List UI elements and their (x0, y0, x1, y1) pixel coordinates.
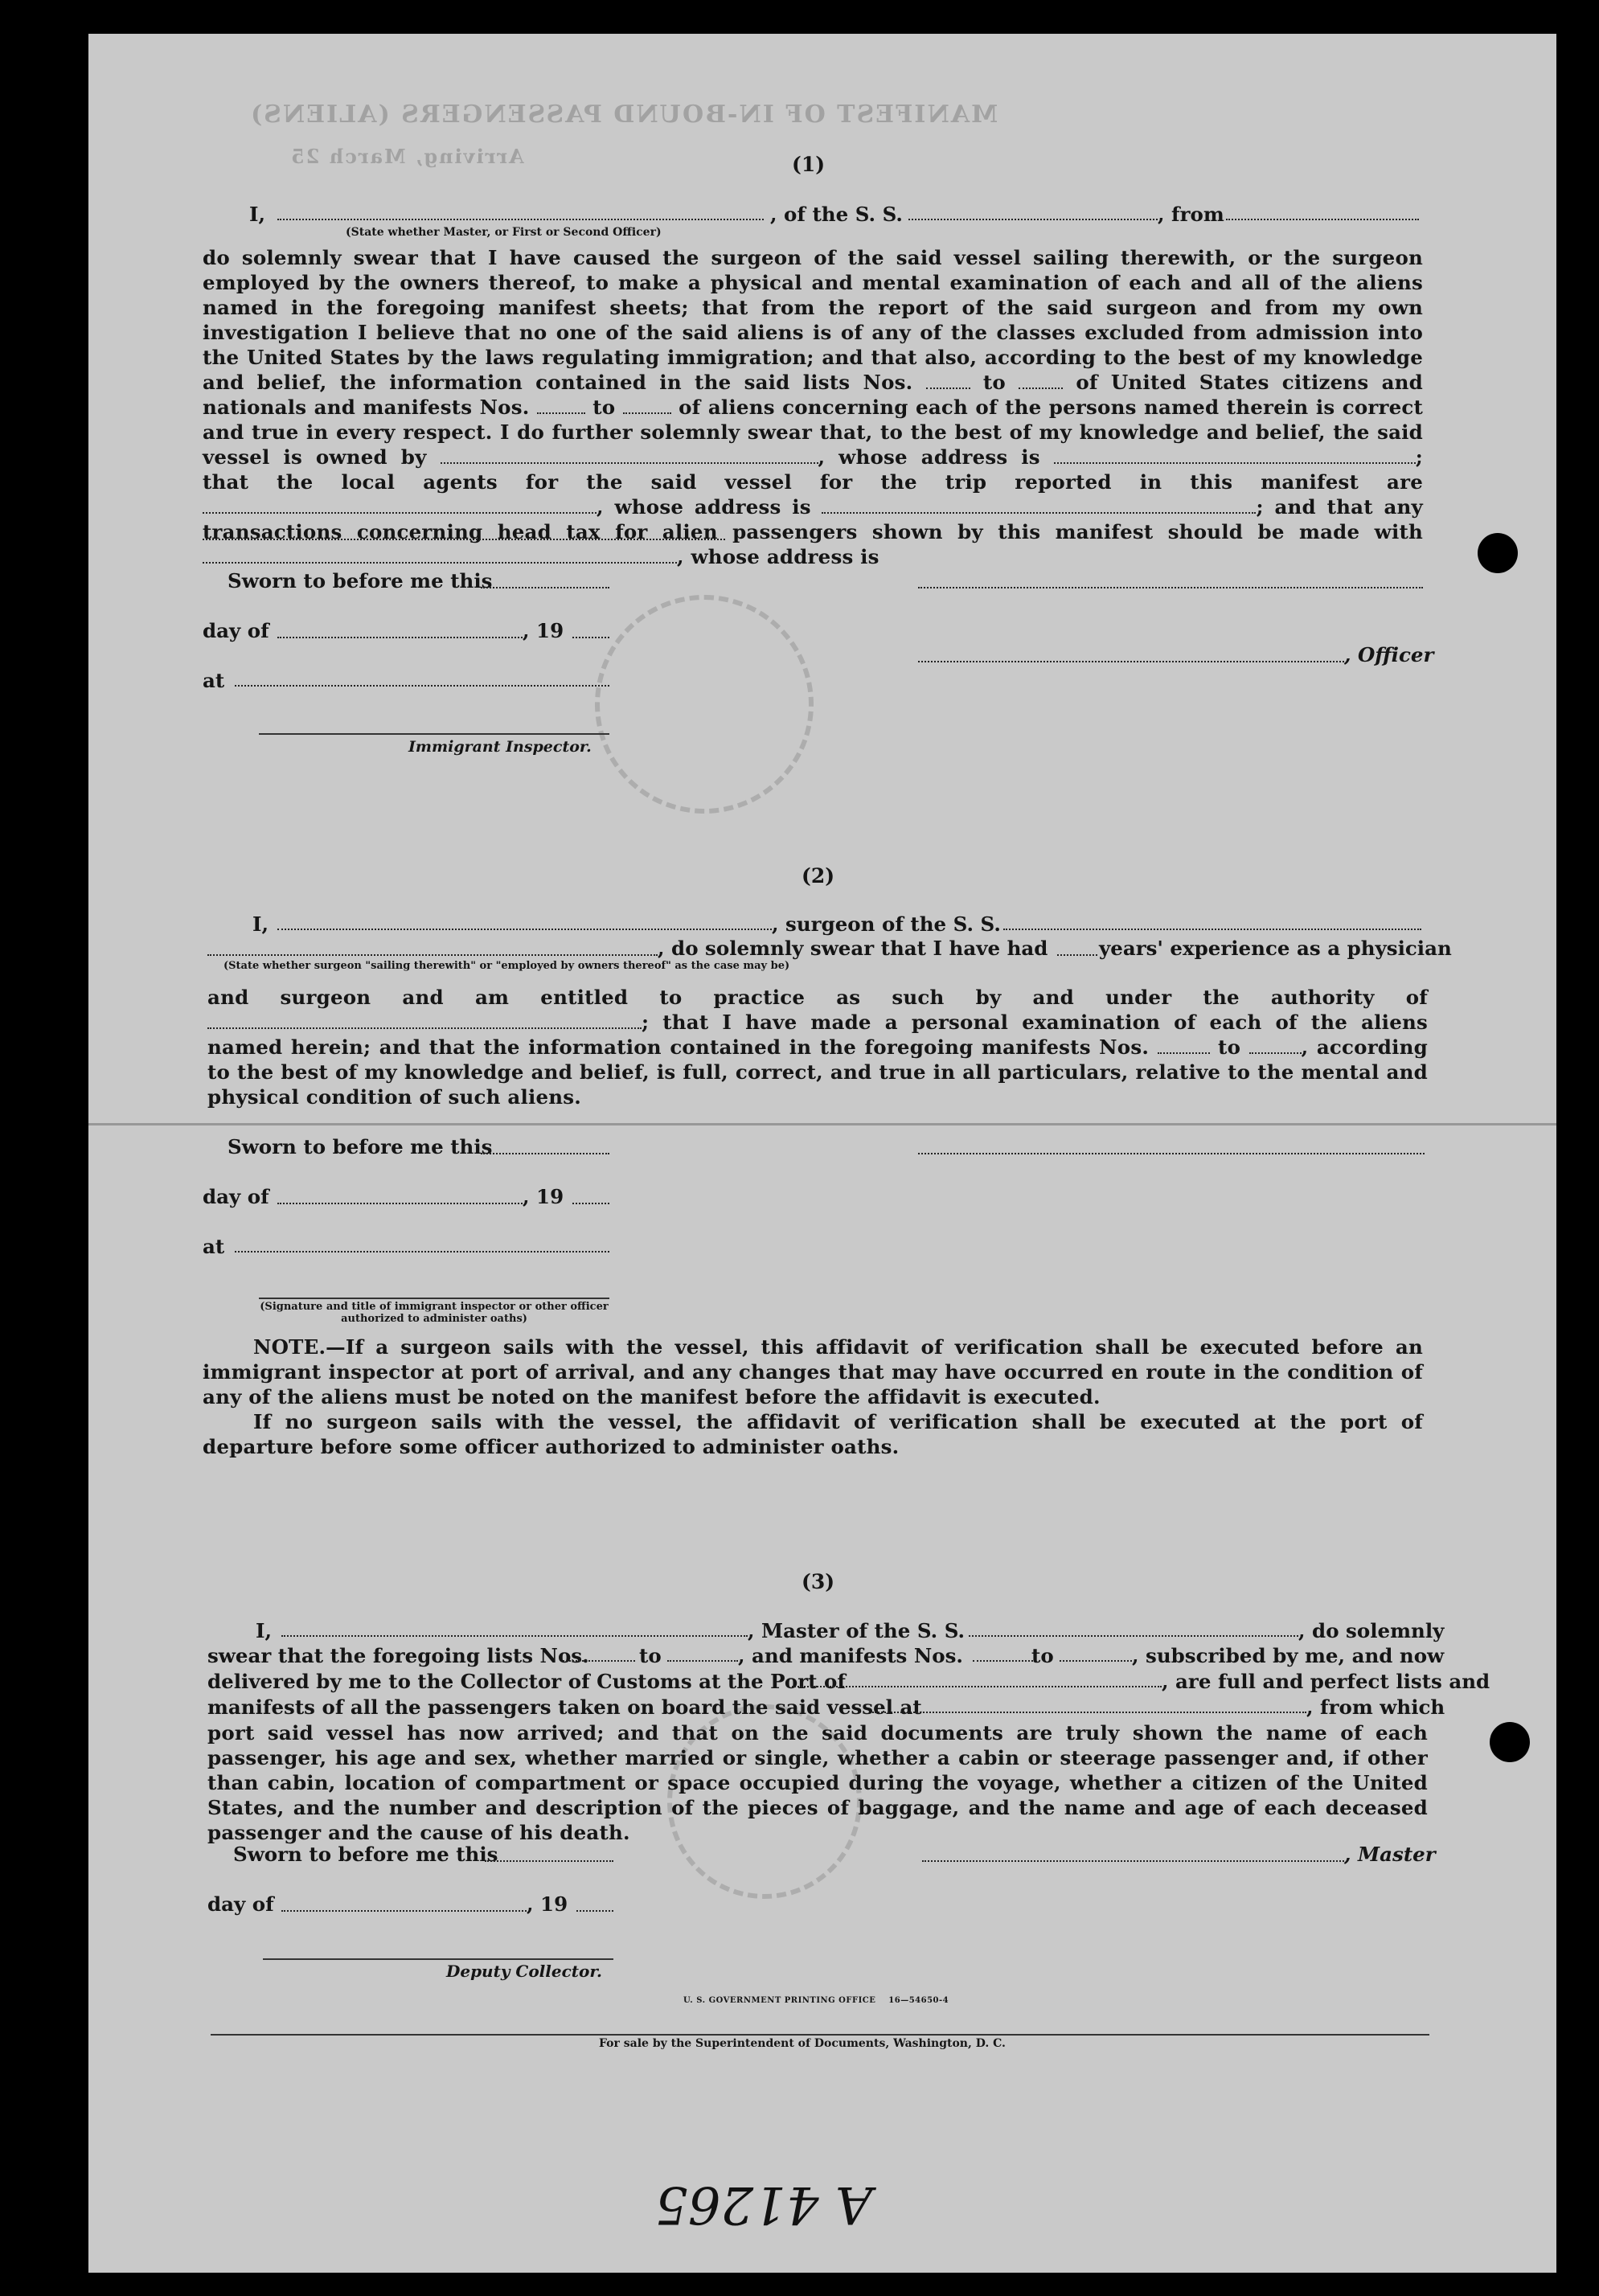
officer-name-field[interactable] (277, 219, 764, 220)
surgeon-name-field[interactable] (277, 929, 772, 930)
head-tax-party-field[interactable] (203, 544, 677, 564)
sale-notice: For sale by the Superintendent of Documents, Washington, D. C. (599, 2037, 1006, 2050)
swear-lists-label: swear that the foregoing lists Nos. (207, 1644, 589, 1667)
embarkation-port-field[interactable] (872, 1712, 1306, 1713)
month-field[interactable] (277, 1203, 523, 1204)
vessel-name-field[interactable] (908, 219, 1158, 220)
master-vessel-field[interactable] (969, 1635, 1298, 1637)
note-paragraph-2 (203, 1409, 1423, 1459)
section-2-number: (2) (802, 864, 835, 888)
master-label: , Master (1344, 1843, 1436, 1866)
day-of-label: day of (203, 619, 269, 642)
deputy-collector-signature-line[interactable] (263, 1958, 613, 1960)
surgeon-of-label: , surgeon of the S. S. (772, 912, 1001, 936)
to-label: to (1031, 1644, 1054, 1667)
years-field[interactable] (1057, 954, 1097, 956)
lists-from-field[interactable] (926, 370, 970, 389)
subscribed-label: , subscribed by me, and now (1132, 1644, 1445, 1667)
note-text-1: —If a surgeon sails with the vessel, this affidavit of verification shall be executed before an immigrant inspector at port of arrival, and any changes that may have occurred en route in the condition of any of the aliens must be noted on the manifest before the affidavit is executed. (203, 1335, 1423, 1408)
sworn-label: Sworn to before me this (228, 569, 493, 592)
punch-hole (1478, 533, 1518, 573)
local-agents-label: that the local agents for the said vessel for the trip reported in this manifest are (203, 470, 1423, 494)
lists-to-field[interactable] (667, 1660, 738, 1662)
and-manifests-label: , and manifests Nos. (738, 1644, 963, 1667)
day-of-label: day of (207, 1892, 274, 1916)
section-1-body-a: do solemnly swear that I have caused the surgeon of the said vessel sailing therewith, or the surgeon employed by the owners thereof, to make a physical and mental examination of each and all of the aliens named in the foregoing manifest sheets; that from the report of the said surgeon and from my own investigation I believe that no one of the said aliens is of any of the classes excluded from admission into the United States by the laws regulating immigration; and that also, according to the best of my knowledge and belief, the information contained in the said lists Nos. (203, 246, 1423, 394)
sworn-label: Sworn to before me this (228, 1135, 493, 1158)
manifests-from-field[interactable] (1158, 1035, 1210, 1054)
head-tax-text: ; and that any transactions concerning head tax for alien passengers shown by this manifest should be made with (203, 495, 1423, 543)
inspector-signature-line[interactable] (259, 1298, 609, 1299)
year-label: , 19 (523, 1185, 564, 1208)
authority-label: and surgeon and am entitled to practice as such by and under the authority of (207, 986, 1428, 1009)
year-field[interactable] (572, 637, 609, 638)
footer-rule (211, 2034, 1429, 2036)
officer-signature-field[interactable] (918, 587, 1423, 588)
from-which-label: , from which (1306, 1695, 1445, 1719)
fold-crease (88, 1123, 1556, 1125)
section-1-number: (1) (792, 153, 826, 176)
to-label: to (592, 396, 616, 419)
ghost-header-line2: Arriving, March 25 (289, 145, 524, 168)
manifests-from-field[interactable] (973, 1660, 1033, 1662)
sworn-day-field[interactable] (485, 1860, 613, 1862)
section-3-number: (3) (802, 1570, 835, 1593)
handwritten-number: A 41265 (655, 2175, 873, 2234)
at-place-field[interactable] (235, 1251, 609, 1253)
lists-from-field[interactable] (563, 1660, 635, 1662)
section-2-body-a: that I have made a personal examination of each of the aliens named herein; and that the information contained in the foregoing manifests Nos. (207, 1011, 1428, 1059)
immigrant-inspector-label: Immigrant Inspector. (408, 738, 592, 756)
section-2-i-label: I, (252, 912, 269, 936)
sworn-label: Sworn to before me this (233, 1843, 498, 1866)
master-of-label: , Master of the S. S. (748, 1619, 966, 1642)
section-2-body: and surgeon and am entitled to practice as such by and under the authority of ; that I have made a personal examination of each of the aliens named herein; and that the information contained in the foregoing manifests Nos. to , according to the best of my knowledge and belief, is full, correct, and true in all particulars, relative to the mental and physical condition of such aliens. (207, 986, 1428, 1109)
sworn-day-field[interactable] (481, 1153, 609, 1154)
full-perfect-label: , are full and perfect lists and (1162, 1670, 1490, 1693)
manifests-to-field[interactable] (623, 395, 671, 414)
punch-hole (1490, 1722, 1530, 1762)
to-label: to (639, 1644, 662, 1667)
year-field[interactable] (576, 1910, 613, 1912)
officer-label: , Officer (1344, 643, 1434, 666)
owner-address-field[interactable] (1054, 445, 1416, 464)
from-port-field[interactable] (1226, 219, 1419, 220)
section-1-i-label: I, (249, 203, 265, 226)
manifests-to-field[interactable] (1060, 1660, 1132, 1662)
day-of-label: day of (203, 1185, 269, 1208)
year-label: , 19 (523, 619, 564, 642)
to-label: to (982, 371, 1006, 394)
year-field[interactable] (572, 1203, 609, 1204)
inspector-signature-line[interactable] (259, 733, 609, 735)
head-tax-address-field[interactable] (203, 539, 725, 540)
lists-to-field[interactable] (1019, 370, 1063, 389)
month-field[interactable] (277, 637, 523, 638)
from-label: , from (1158, 203, 1224, 226)
section-1-body: do solemnly swear that I have caused the surgeon of the said vessel sailing therewith, or the surgeon employed by the owners thereof, to make a physical and mental examination of each and all of the aliens named in the foregoing manifest sheets; that from the report of the said surgeon and from my own investigation I believe that no one of the said aliens is of any of the classes excluded from admission into the United States by the laws regulating immigration; and that also, according to the best of my knowledge and belief, the information contained in the said lists Nos. to of United States citizens and nationals and manifests Nos. to of aliens concerning each of the persons named therein is correct and true in every respect. I do further solemnly swear that, to the best of my knowledge and belief, the said vessel is owned by , whose address is ; that the local agents for the said vessel for the trip reported in this manifest are , whose address is ; and that any transactions concerning head tax for alien passengers shown by this manifest should be made with , whose address is (203, 246, 1424, 568)
at-place-field[interactable] (235, 685, 609, 687)
delivered-label: delivered by me to the Collector of Customs at the Port of (207, 1670, 846, 1693)
ghost-header-line1: MANIFEST OF IN-BOUND PASSENGERS (ALIENS) (249, 100, 998, 129)
signature-title-note: (Signature and title of immigrant inspector or other officer authorized to administer oaths) (260, 1301, 609, 1325)
years-experience-label: years' experience as a physician (1099, 937, 1452, 960)
surgeon-signature-field[interactable] (918, 1153, 1425, 1154)
section-3-body: port said vessel has now arrived; and that on the said documents are truly shown the name of each passenger, his age and sex, whether married or single, whether a cabin or steerage passenger and, if other than cabin, location of compartment or space occupied during the voyage, whether a citizen of the United States, and the number and description of the pieces of baggage, and the name and age of each deceased passenger and the cause of his death. (207, 1721, 1428, 1844)
agents-address-field[interactable] (822, 494, 1256, 514)
section-2-body-b: , according to the best of my knowledge and belief, is full, correct, and true in all particulars, relative to the mental and physical condition of such aliens. (207, 1035, 1428, 1109)
deputy-collector-label: Deputy Collector. (446, 1962, 603, 1981)
month-field[interactable] (281, 1910, 527, 1912)
authority-field[interactable] (207, 1010, 642, 1029)
master-name-field[interactable] (281, 1635, 748, 1637)
manifests-from-field[interactable] (537, 395, 585, 414)
owner-field[interactable] (441, 445, 818, 464)
section-3-i-label: I, (256, 1619, 272, 1642)
manifests-to-field[interactable] (1249, 1035, 1302, 1054)
note-paragraph (203, 1335, 1423, 1409)
year-label: , 19 (527, 1892, 568, 1916)
whose-address-end-label: , whose address is (677, 545, 879, 568)
local-agents-field[interactable] (203, 494, 597, 514)
sworn-day-field[interactable] (481, 587, 609, 588)
at-label: at (203, 669, 225, 692)
do-solemnly-label: , do solemnly (1298, 1619, 1445, 1642)
section-1-body-b: of United States citizens and nationals and manifests Nos. (203, 371, 1424, 419)
officer-title-field[interactable] (918, 661, 1344, 662)
swear-years-label: , do solemnly swear that I have had (658, 937, 1048, 960)
whose-address-label: , whose address is (818, 445, 1040, 469)
gpo-imprint: U. S. GOVERNMENT PRINTING OFFICE 16—54650-4 (683, 1996, 949, 2005)
manifests-all-label: manifests of all the passengers taken on board the said vessel at (207, 1695, 922, 1719)
of-ss-label: , of the S. S. (770, 203, 903, 226)
surgeon-status-field[interactable] (207, 954, 658, 956)
master-signature-field[interactable] (922, 1860, 1344, 1862)
to-label: to (1218, 1035, 1241, 1059)
section-1-body-c: of aliens concerning each of the persons named therein is correct and true in every respect. I do further solemnly swear that, to the best of my knowledge and belief, the said vessel is owned by (203, 396, 1424, 469)
whose-address-is-label: whose address is (614, 495, 811, 519)
at-label: at (203, 1235, 225, 1258)
note-text-2: If no surgeon sails with the vessel, the affidavit of verification shall be executed at the port of departure before some officer authorized to administer oaths. (203, 1410, 1423, 1458)
surgeon-state-note: (State whether surgeon "sailing therewith" or "employed by owners thereof" as the case may be) (223, 960, 790, 972)
surgeon-vessel-field[interactable] (1003, 929, 1421, 930)
note-label: NOTE. (253, 1335, 326, 1359)
faint-stamp (595, 595, 814, 814)
officer-state-note: (State whether Master, or First or Second Officer) (346, 226, 662, 239)
customs-port-field[interactable] (792, 1686, 1162, 1687)
